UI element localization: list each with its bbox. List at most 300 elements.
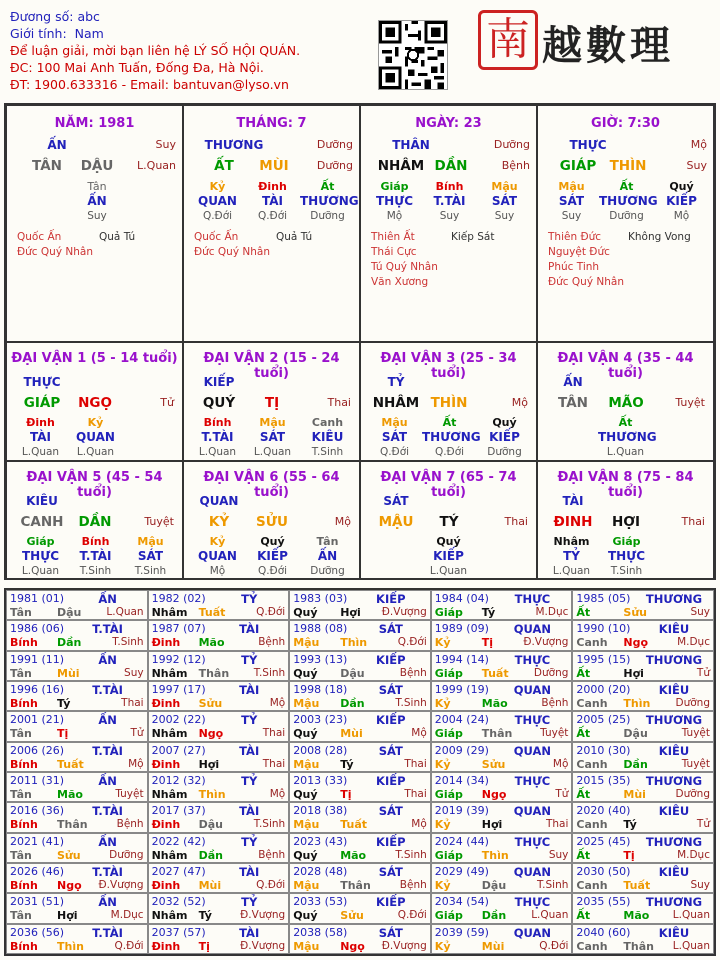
year-god: KIÊU	[658, 743, 690, 758]
year-stage: Thai	[262, 727, 286, 740]
year-label: 2030 (50)	[576, 865, 631, 878]
pillar-stem: NHÂM	[377, 158, 425, 174]
year-label: 2038 (58)	[293, 925, 348, 939]
year-stem: Mậu	[293, 939, 320, 953]
year-stage: M.Dục	[110, 909, 144, 922]
header-info	[10, 8, 300, 93]
year-god: KIÊU	[658, 622, 690, 637]
year-stage: M.Dục	[677, 848, 710, 861]
year-cell	[572, 772, 714, 802]
year-stem: Giáp	[434, 909, 463, 923]
year-stage: Mộ	[128, 757, 144, 770]
year-cell	[289, 802, 431, 832]
year-god: TÀI	[239, 925, 260, 940]
year-stem: Đinh	[151, 636, 181, 650]
pillar-branch-stage: Dưỡng	[316, 159, 353, 172]
dai-van-hidden-stage: L.Quan	[198, 446, 237, 458]
year-stem: Giáp	[434, 848, 463, 862]
pillar-cell	[360, 105, 537, 342]
year-stage: Bệnh	[541, 697, 569, 709]
year-stem: Mậu	[293, 818, 320, 832]
year-god: THỰC	[514, 713, 551, 728]
dai-van-hidden-stem: Mậu	[259, 416, 286, 429]
year-branch: Mùi	[340, 727, 363, 741]
dai-van-hidden-god: T.TÀI	[79, 549, 112, 563]
dai-van-title: ĐẠI VẬN 1 (5 - 14 tuổi)	[11, 351, 178, 366]
year-branch: Hợi	[340, 606, 361, 619]
year-branch: Ngọ	[198, 727, 224, 741]
dai-van-god: KIẾP	[203, 375, 235, 389]
dai-van-hidden-stage: L.Quan	[606, 446, 645, 458]
pillar-cell	[6, 105, 183, 342]
pillar-stem: TÂN	[32, 158, 62, 174]
year-cell	[431, 620, 573, 650]
year-branch: Hợi	[481, 818, 503, 832]
year-stem: Canh	[576, 757, 608, 771]
logo-seal: 南	[478, 10, 538, 70]
year-label: 1985 (05)	[576, 592, 631, 605]
year-branch: Dần	[623, 757, 648, 771]
year-stem: Tân	[10, 848, 32, 862]
year-god: KIÊU	[658, 804, 690, 819]
year-cell	[289, 893, 431, 923]
dai-van-title: ĐẠI VẬN 6 (55 - 64 tuổi)	[203, 470, 340, 500]
year-stem: Nhâm	[151, 848, 188, 862]
year-stem: Giáp	[434, 727, 463, 741]
year-cell	[572, 802, 714, 832]
year-cell	[148, 924, 290, 954]
star-left: Quốc Ấn	[17, 231, 62, 243]
hidden-stem: Đinh	[258, 180, 287, 193]
year-god: TÀI	[239, 804, 260, 819]
year-stage: L.Quan	[672, 909, 710, 922]
four-pillars-panel	[4, 103, 716, 580]
year-god: KIẾP	[376, 895, 406, 910]
year-cell	[148, 863, 290, 893]
year-branch: Thìn	[57, 939, 84, 953]
hidden-god: QUAN	[198, 194, 237, 208]
year-stage: Mộ	[411, 727, 427, 740]
year-god: QUAN	[513, 925, 552, 940]
year-branch: Mùi	[198, 879, 222, 892]
dai-van-god: KIÊU	[26, 494, 58, 508]
pillar-top-god: THÂN	[392, 138, 430, 152]
hidden-stage: Mộ	[386, 210, 403, 222]
year-god: ẤN	[98, 713, 117, 728]
dai-van-stem: CANH	[20, 514, 64, 530]
dai-van-hidden-god: SÁT	[137, 549, 164, 563]
year-label: 2039 (59)	[434, 925, 489, 939]
hidden-stage: Suy	[494, 210, 515, 222]
hidden-stem: Kỷ	[209, 180, 226, 193]
year-cell	[572, 711, 714, 741]
dai-van-hidden-stage: L.Quan	[552, 565, 591, 577]
year-label: 2009 (29)	[434, 743, 489, 757]
year-branch: Tị	[57, 727, 69, 741]
dai-van-hidden-god: KIẾP	[433, 549, 464, 563]
year-god: T.TÀI	[92, 743, 123, 758]
year-branch: Dần	[57, 636, 82, 650]
year-stage: Suy	[548, 848, 569, 861]
pillar-cell	[183, 105, 360, 342]
year-stage: T.Sinh	[253, 666, 286, 679]
year-branch: Mùi	[57, 666, 80, 680]
year-god: T.TÀI	[92, 622, 123, 637]
pillar-title: GIỜ: 7:30	[591, 116, 660, 131]
hidden-god: THƯƠNG	[300, 194, 359, 208]
year-label: 2017 (37)	[151, 804, 206, 818]
year-label: 2020 (40)	[576, 804, 631, 818]
year-cell	[6, 802, 148, 832]
hidden-god: THƯƠNG	[599, 194, 658, 208]
year-god: KIÊU	[658, 865, 690, 879]
dai-van-hidden-stage: Q.Đới	[379, 446, 410, 458]
hidden-stage: Dưỡng	[310, 210, 345, 222]
pillar-top-stage: Dưỡng	[316, 138, 353, 151]
year-stem: Ất	[576, 727, 591, 741]
dai-van-hidden-stem: Giáp	[612, 535, 641, 548]
year-cell	[572, 681, 714, 711]
star-left: Nguyệt Đức	[548, 246, 610, 258]
year-stem: Nhâm	[151, 909, 188, 923]
year-label: 2019 (39)	[434, 804, 489, 818]
dai-van-hidden-stage: T.Sinh	[134, 565, 167, 577]
year-stem: Đinh	[151, 939, 181, 953]
year-stem: Canh	[576, 636, 608, 650]
year-stem: Canh	[576, 939, 608, 953]
year-stage: T.Sinh	[253, 818, 286, 831]
dai-van-branch: TỊ	[264, 395, 280, 411]
year-cell	[148, 620, 290, 650]
pillar-branch: THÌN	[609, 158, 647, 174]
year-cell	[431, 772, 573, 802]
year-stem: Mậu	[293, 697, 320, 710]
year-branch: Mão	[481, 697, 508, 710]
year-cell	[431, 893, 573, 923]
hidden-stage: Q.Đới	[257, 210, 288, 222]
year-stem: Bính	[10, 757, 38, 771]
year-god: SÁT	[378, 804, 403, 819]
dai-van-hidden-god: T.TÀI	[201, 430, 234, 444]
year-branch: Sửu	[198, 697, 223, 710]
year-god: QUAN	[513, 683, 552, 697]
dai-van-god: TỶ	[387, 375, 405, 389]
dai-van-god: ẤN	[563, 375, 583, 389]
hidden-stage: Suy	[439, 210, 460, 222]
dai-van-hidden-stage: L.Quan	[76, 446, 115, 458]
year-label: 2036 (56)	[10, 925, 65, 939]
year-stage: L.Quan	[672, 939, 710, 952]
year-god: QUAN	[513, 743, 552, 758]
year-branch: Tý	[57, 697, 71, 710]
year-stage: Dưỡng	[533, 666, 569, 679]
year-stem: Bính	[10, 697, 38, 710]
year-stem: Bính	[10, 879, 38, 892]
dai-van-cell	[183, 342, 360, 461]
year-god: TỶ	[241, 834, 258, 849]
year-cell	[289, 681, 431, 711]
year-branch: Tuất	[340, 818, 367, 832]
year-god: QUAN	[513, 804, 552, 819]
year-stage: Mộ	[269, 788, 286, 800]
dai-van-hidden-god: QUAN	[76, 430, 115, 444]
pillar-branch-stage: L.Quan	[137, 159, 176, 172]
dai-van-hidden-stem: Quý	[260, 535, 285, 548]
year-stem: Giáp	[434, 788, 463, 801]
year-stem: Ất	[576, 909, 591, 923]
year-branch: Ngọ	[623, 636, 649, 650]
year-label: 2040 (60)	[576, 925, 631, 939]
year-branch: Thìn	[481, 848, 509, 862]
dai-van-hidden-god: THỰC	[607, 549, 646, 563]
pillar-top-stage: Mộ	[690, 138, 707, 151]
year-branch: Thìn	[623, 697, 651, 710]
year-god: THỰC	[514, 592, 551, 606]
year-branch: Thìn	[340, 636, 368, 650]
year-stage: Tuyệt	[540, 727, 569, 740]
year-cell	[148, 893, 290, 923]
star-left: Quốc Ấn	[194, 231, 239, 243]
star-right: Kiếp Sát	[451, 231, 495, 243]
dai-van-title: ĐẠI VẬN 3 (25 - 34 tuổi)	[380, 351, 517, 381]
year-branch: Tị	[481, 636, 494, 650]
year-god: ẤN	[98, 652, 117, 667]
year-branch: Mùi	[623, 788, 646, 801]
year-label: 1993 (13)	[293, 652, 348, 666]
year-stage: Đ.Vượng	[381, 606, 427, 618]
year-branch: Mão	[198, 636, 225, 650]
year-god: TỶ	[241, 652, 258, 667]
hidden-stage: Mộ	[673, 210, 690, 222]
year-cell	[289, 772, 431, 802]
star-left: Thiên Ất	[371, 231, 415, 243]
star-left: Thái Cực	[371, 246, 417, 258]
year-god: SÁT	[378, 925, 403, 940]
year-label: 2029 (49)	[434, 865, 489, 878]
year-cell	[431, 742, 573, 772]
year-label: 1989 (09)	[434, 622, 489, 636]
year-label: 2032 (52)	[151, 895, 206, 909]
year-stage: Q.Đới	[539, 939, 569, 952]
dai-van-branch: SỬU	[256, 514, 288, 530]
year-stage: Bệnh	[399, 879, 427, 891]
year-label: 1984 (04)	[434, 592, 489, 605]
year-stage: Tuyệt	[115, 788, 144, 800]
year-cell	[6, 590, 148, 620]
hidden-stage: Dưỡng	[609, 210, 644, 222]
year-stage: Q.Đới	[256, 879, 286, 891]
year-cell	[572, 620, 714, 650]
year-stem: Tân	[10, 909, 32, 923]
year-branch: Thân	[57, 818, 88, 832]
year-god: KIÊU	[658, 925, 690, 940]
dai-van-cell	[537, 461, 714, 580]
dai-van-stage: Tuyệt	[675, 396, 705, 409]
year-stem: Đinh	[151, 879, 181, 892]
year-stage: T.Sinh	[395, 697, 427, 709]
year-god: ẤN	[98, 834, 117, 849]
year-branch: Mùi	[481, 939, 505, 953]
year-god: THỰC	[514, 834, 551, 849]
year-cell	[6, 651, 148, 681]
year-stage: Tử	[555, 788, 569, 800]
year-god: KIẾP	[376, 652, 406, 667]
year-branch: Dậu	[481, 879, 507, 892]
year-cell	[289, 711, 431, 741]
year-cell	[148, 833, 290, 863]
year-label: 1995 (15)	[576, 652, 631, 666]
year-branch: Tý	[340, 757, 354, 771]
year-stage: Đ.Vượng	[240, 909, 286, 922]
hidden-stem: Ất	[619, 180, 634, 193]
year-stage: Đ.Vượng	[240, 939, 286, 952]
year-god: THƯƠNG	[645, 713, 703, 728]
year-god: KIẾP	[376, 592, 406, 606]
address-line: ĐC: 100 Mai Anh Tuấn, Đống Đa, Hà Nội.	[10, 60, 264, 75]
dai-van-hidden-stem: Mậu	[137, 535, 164, 548]
year-stem: Canh	[576, 818, 608, 832]
year-stem: Đinh	[151, 697, 181, 710]
year-god: T.TÀI	[92, 925, 123, 940]
year-cell	[572, 742, 714, 772]
year-label: 2035 (55)	[576, 895, 631, 909]
year-stem: Nhâm	[151, 788, 188, 801]
dai-van-stem: ĐINH	[553, 514, 593, 530]
dai-van-hidden-god: SÁT	[381, 430, 408, 444]
dai-van-hidden-stem: Ất	[618, 416, 633, 429]
year-stage: Tử	[130, 727, 144, 740]
year-label: 2023 (43)	[293, 834, 348, 848]
logo-text: 越數理	[542, 22, 674, 69]
dai-van-hidden-stem: Ất	[442, 416, 457, 429]
year-cell	[148, 772, 290, 802]
star-left: Văn Xương	[371, 276, 429, 288]
year-stem: Nhâm	[151, 666, 188, 680]
year-label: 2000 (20)	[576, 683, 631, 696]
year-cell	[289, 742, 431, 772]
year-cell	[431, 651, 573, 681]
year-label: 2021 (41)	[10, 834, 65, 848]
dai-van-hidden-stem: Giáp	[26, 535, 55, 548]
year-stem: Tân	[10, 727, 32, 741]
year-branch: Thân	[623, 939, 654, 953]
year-god: KIẾP	[376, 774, 406, 788]
year-branch: Mão	[340, 848, 367, 862]
year-stage: Thai	[404, 757, 427, 770]
dai-van-hidden-stem: Tân	[316, 535, 339, 548]
year-god: THỰC	[514, 774, 551, 788]
year-branch: Tuất	[623, 879, 651, 892]
annual-luck-grid	[4, 588, 716, 956]
year-cell	[572, 651, 714, 681]
year-stage: Dưỡng	[675, 788, 710, 800]
year-stem: Quý	[293, 666, 318, 680]
year-label: 1983 (03)	[293, 592, 348, 605]
year-branch: Tý	[198, 909, 212, 923]
year-stage: Dưỡng	[675, 697, 710, 709]
dai-van-hidden-stem: Nhâm	[553, 535, 590, 548]
dai-van-branch: HỢI	[611, 514, 641, 530]
hidden-god: SÁT	[558, 194, 585, 208]
year-label: 1992 (12)	[151, 652, 206, 666]
dai-van-title: ĐẠI VẬN 5 (45 - 54 tuổi)	[26, 470, 163, 500]
year-god: T.TÀI	[92, 865, 123, 879]
year-god: ẤN	[98, 895, 117, 910]
year-stage: T.Sinh	[395, 848, 427, 861]
year-stem: Quý	[293, 788, 318, 801]
year-god: THƯƠNG	[645, 652, 703, 667]
dai-van-title: ĐẠI VẬN 7 (65 - 74 tuổi)	[380, 470, 517, 500]
year-label: 2027 (47)	[151, 865, 206, 878]
dai-van-cell	[6, 342, 183, 461]
year-branch: Sửu	[481, 757, 506, 771]
year-stage: Đ.Vượng	[98, 879, 144, 891]
dai-van-title: ĐẠI VẬN 8 (75 - 84 tuổi)	[557, 470, 694, 500]
hidden-stem: Quý	[669, 180, 694, 193]
year-branch: Dần	[198, 848, 223, 862]
year-stage: Tử	[696, 666, 710, 679]
year-label: 2014 (34)	[434, 774, 489, 787]
year-label: 2016 (36)	[10, 804, 65, 818]
year-branch: Hợi	[623, 666, 644, 680]
year-branch: Ngọ	[57, 879, 82, 892]
year-stage: Mộ	[411, 818, 427, 831]
pillar-top-stage: Dưỡng	[493, 138, 530, 151]
year-god: SÁT	[378, 683, 403, 697]
year-cell	[6, 833, 148, 863]
dai-van-god: TÀI	[562, 494, 584, 508]
year-branch: Thân	[198, 666, 230, 680]
hidden-stage: Suy	[561, 210, 582, 222]
dai-van-stem: MẬU	[378, 514, 414, 530]
year-label: 1991 (11)	[10, 652, 65, 666]
star-left: Thiên Đức	[548, 231, 602, 243]
year-cell	[6, 772, 148, 802]
year-branch: Sửu	[340, 909, 364, 923]
dai-van-title: ĐẠI VẬN 2 (15 - 24 tuổi)	[203, 351, 340, 381]
year-label: 2025 (45)	[576, 834, 631, 848]
year-god: ẤN	[98, 774, 117, 788]
pillar-branch-stage: Bệnh	[501, 159, 530, 172]
year-label: 2033 (53)	[293, 895, 348, 909]
year-cell	[6, 742, 148, 772]
owner-label: Đương số:	[10, 9, 74, 24]
year-stem: Quý	[293, 909, 318, 923]
year-stem: Kỷ	[434, 697, 451, 710]
dai-van-stem: GIÁP	[23, 395, 61, 411]
year-stem: Giáp	[434, 666, 463, 680]
year-stage: L.Quan	[531, 909, 569, 922]
year-stage: Q.Đới	[397, 636, 427, 649]
dai-van-hidden-stem: Kỷ	[87, 416, 104, 429]
year-stem: Tân	[10, 788, 32, 801]
year-god: TỶ	[241, 774, 258, 788]
year-label: 1996 (16)	[10, 683, 65, 696]
qr-code-icon	[378, 20, 448, 90]
year-branch: Tý	[481, 606, 496, 619]
dai-van-branch: NGỌ	[78, 395, 112, 411]
year-label: 2013 (33)	[293, 774, 348, 787]
dai-van-hidden-stem: Kỷ	[209, 535, 226, 548]
dai-van-branch: MÃO	[608, 395, 644, 411]
contact-line: Để luận giải, mời bạn liên hệ LÝ SỐ HỘI QUÁN.	[10, 43, 301, 58]
year-branch: Tị	[340, 788, 352, 801]
hidden-stem: Bính	[435, 180, 464, 193]
year-stem: Ất	[576, 788, 591, 801]
year-stage: Thai	[121, 697, 144, 709]
year-god: THƯƠNG	[645, 834, 703, 849]
year-branch: Hợi	[198, 757, 220, 771]
